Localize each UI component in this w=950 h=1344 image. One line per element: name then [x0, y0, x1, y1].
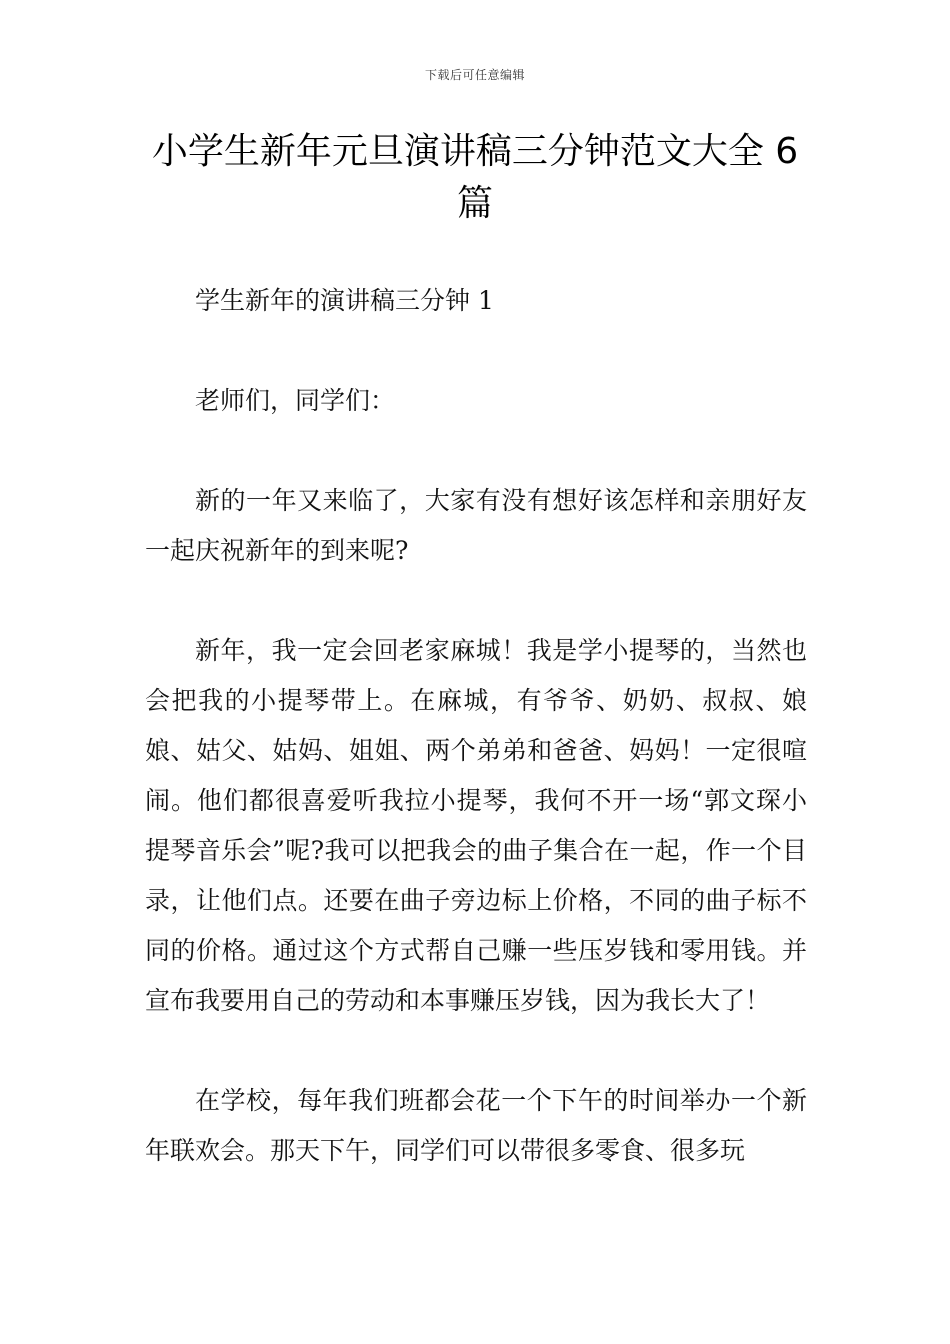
header-note: 下载后可任意编辑	[424, 68, 525, 82]
document-title: 小学生新年元旦演讲稿三分钟范文大全 6 篇	[151, 131, 799, 224]
section-heading: 学生新年的演讲稿三分钟 1	[195, 286, 494, 315]
body-paragraph: 在学校，每年我们班都会花一个下午的时间举办一个新年联欢会。那天下午，同学们可以带很多零食、很多玩	[145, 1086, 807, 1165]
salutation: 老师们，同学们：	[195, 386, 396, 415]
body-paragraph: 新年，我一定会回老家麻城！我是学小提琴的，当然也会把我的小提琴带上。在麻城，有爷爷、奶奶、叔叔、娘娘、姑父、姑妈、姐姐、两个弟弟和爸爸、妈妈！一定很喧闹。他们都很喜爱听我拉小提琴，我何不开一场“郭文琛小提琴音乐会”呢?我可以把我会的曲子集合在一起，作一个目录，让他们点。还要在曲子旁边标上价格，不同的曲子标不同的价格。通过这个方式帮自己赚一些压岁钱和零用钱。并宣布我要用自己的劳动和本事赚压岁钱，因为我长大了！	[145, 636, 807, 1015]
document-body	[145, 276, 807, 1226]
body-paragraph: 新的一年又来临了，大家有没有想好该怎样和亲朋好友一起庆祝新年的到来呢?	[145, 486, 807, 565]
